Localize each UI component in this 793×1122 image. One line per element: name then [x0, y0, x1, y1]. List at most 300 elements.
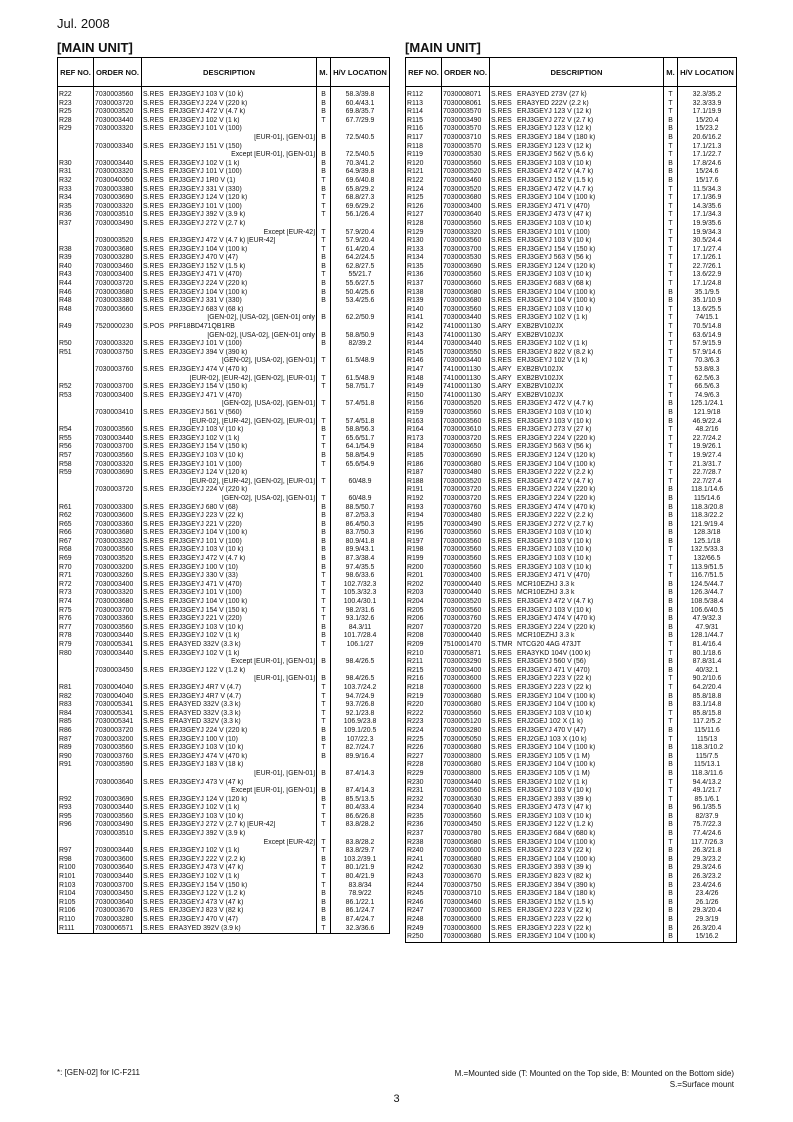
part-description: ERJ3GEYJ 103 V (10 k): [517, 305, 592, 313]
table-row: [406, 684, 737, 693]
mount-side-cell: T: [664, 246, 678, 255]
part-type: S.RES: [143, 159, 164, 167]
location-cell: 46.9/22.4: [678, 418, 737, 427]
location-cell: 23.4/24.6: [678, 882, 737, 891]
order-no-cell: [94, 787, 142, 796]
part-type: S.RES: [491, 125, 512, 133]
part-description: ERJ3GEYJ 105 V (1 M): [517, 752, 590, 760]
location-cell: 11.5/34.3: [678, 186, 737, 195]
part-description: ERJ3GEYJ 224 V (220 k): [169, 486, 248, 494]
part-description: ERJ3GEYJ 103 V (10 k): [169, 91, 244, 98]
description-cell: [490, 143, 664, 152]
ref-cell: R38: [58, 246, 94, 255]
part-type: S.RES: [143, 168, 164, 176]
part-description: ERJ3GEYJ 822 V (8.2 k): [517, 348, 594, 356]
order-no-cell: 7030003560: [442, 546, 490, 555]
table-row: [58, 323, 390, 332]
description-cell: [142, 529, 317, 538]
location-cell: 68.8/27.3: [331, 194, 390, 203]
description-cell: [142, 168, 317, 177]
table-row: [406, 237, 737, 246]
location-cell: 60/48.9: [331, 478, 390, 487]
description-cell: [142, 856, 317, 865]
part-description: ERJ3GEYJ 562 V (5.6 k): [517, 151, 594, 159]
part-description: ERJ3GEYJ 124 V (120 k): [517, 262, 596, 270]
description-cell: [490, 117, 664, 126]
location-cell: 97.4/35.5: [331, 564, 390, 573]
location-cell: [331, 143, 390, 152]
location-cell: 55/21.7: [331, 271, 390, 280]
order-no-cell: 7030003680: [442, 933, 490, 942]
part-description: ERJ3GEYJ 104 V (100 k): [517, 460, 596, 468]
mount-side-cell: T: [664, 546, 678, 555]
description-cell: [142, 710, 317, 719]
mount-side-cell: B: [317, 736, 331, 745]
location-cell: 82/39.2: [331, 340, 390, 349]
mount-side-cell: B: [664, 117, 678, 126]
order-no-cell: 7030003560: [94, 87, 142, 100]
order-no-cell: 7030003690: [94, 796, 142, 805]
location-cell: 116.7/51.5: [678, 572, 737, 581]
mount-side-cell: B: [664, 890, 678, 899]
location-cell: 87.4/14.3: [331, 787, 390, 796]
table-row: [406, 271, 737, 280]
table-row: [58, 693, 390, 702]
part-type: S.RES: [491, 99, 512, 107]
order-no-cell: 7030003320: [94, 589, 142, 598]
location-cell: 53.8/8.3: [678, 366, 737, 375]
order-no-cell: 7030003680: [442, 761, 490, 770]
order-no-cell: 7030003520: [94, 108, 142, 117]
order-no-cell: 7030003440: [442, 340, 490, 349]
part-type: S.RES: [143, 726, 164, 734]
part-type: S.RES: [491, 494, 512, 502]
table-row: [58, 289, 390, 298]
table-row: [58, 478, 390, 487]
location-cell: [331, 667, 390, 676]
mount-side-cell: B: [664, 907, 678, 916]
table-row: [58, 357, 390, 366]
mount-side-cell: B: [664, 134, 678, 143]
table-row: [406, 632, 737, 641]
ref-cell: [58, 770, 94, 779]
part-description: ERJ3GEYJ 151 V (150): [169, 142, 242, 150]
order-no-cell: 7030003340: [94, 143, 142, 152]
mount-side-cell: T: [317, 461, 331, 470]
part-description: ERJ3GEYJ 222 V (2.2 k): [517, 512, 594, 520]
ref-cell: R223: [406, 718, 442, 727]
order-no-cell: 7030005120: [442, 718, 490, 727]
part-type: S.RES: [143, 512, 164, 520]
location-cell: 107/22.3: [331, 736, 390, 745]
location-cell: 83.8/29.7: [331, 847, 390, 856]
mount-side-cell: B: [317, 529, 331, 538]
description-cell: Except [EUR-01], [GEN-01]: [142, 658, 317, 667]
location-cell: 83.8/34: [331, 882, 390, 891]
description-cell: [490, 615, 664, 624]
order-no-cell: 7030003300: [94, 504, 142, 513]
description-cell: [490, 495, 664, 504]
part-type: S.RES: [143, 426, 164, 434]
mount-side-cell: T: [317, 847, 331, 856]
ref-cell: R238: [406, 839, 442, 848]
location-cell: [331, 366, 390, 375]
part-type: S.RES: [491, 91, 512, 98]
location-cell: 58.8/56.3: [331, 426, 390, 435]
table-row: [58, 564, 390, 573]
part-type: S.RES: [491, 314, 512, 322]
ref-cell: R188: [406, 478, 442, 487]
part-type: S.RES: [143, 924, 164, 932]
part-description: ERJ3GEYJ 224 V (220 k): [169, 99, 248, 107]
order-no-cell: 7030003510: [94, 211, 142, 220]
part-type: S.RES: [143, 898, 164, 906]
mount-side-cell: [317, 366, 331, 375]
location-cell: 61.5/48.9: [331, 357, 390, 366]
order-no-cell: 7030003480: [442, 469, 490, 478]
location-cell: 117.2/5.2: [678, 718, 737, 727]
mount-side-cell: T: [664, 211, 678, 220]
part-description: ERJ3GEYJ 473 V (47 k): [169, 898, 244, 906]
part-type: S.RES: [491, 778, 512, 786]
location-cell: 17.1/22.7: [678, 151, 737, 160]
ref-cell: R80: [58, 650, 94, 659]
mount-side-cell: T: [664, 332, 678, 341]
location-cell: 85.8/18.8: [678, 693, 737, 702]
description-cell: [142, 349, 317, 358]
location-cell: 90.2/10.6: [678, 675, 737, 684]
order-no-cell: [94, 314, 142, 323]
part-type: S.RES: [143, 348, 164, 356]
order-no-cell: 7030003680: [442, 701, 490, 710]
order-no-cell: 7030003610: [442, 426, 490, 435]
part-description: ERJ3GEYJ 473 V (47 k): [169, 778, 244, 786]
order-no-cell: 7030003520: [94, 237, 142, 246]
order-no-cell: 7030003450: [442, 821, 490, 830]
order-no-cell: 7030003560: [442, 564, 490, 573]
location-cell: 106.6/40.5: [678, 607, 737, 616]
mount-side-cell: B: [317, 452, 331, 461]
description-cell: [490, 280, 664, 289]
location-cell: 132.5/33.3: [678, 546, 737, 555]
part-type: S.RES: [491, 752, 512, 760]
ref-cell: R78: [58, 632, 94, 641]
table-row: [58, 271, 390, 280]
order-no-cell: 7030006571: [94, 925, 142, 934]
order-no-cell: 7030003800: [442, 753, 490, 762]
description-cell: [490, 504, 664, 513]
location-cell: 102.7/32.3: [331, 581, 390, 590]
ref-cell: R51: [58, 349, 94, 358]
description-cell: [142, 521, 317, 530]
part-description: ERJ3GEYJ 472 V (4.7 k): [517, 168, 594, 176]
table-row: [58, 87, 390, 100]
location-cell: 85.8/15.8: [678, 710, 737, 719]
ref-cell: R68: [58, 546, 94, 555]
mount-side-cell: T: [664, 306, 678, 315]
order-no-cell: 7030003780: [442, 830, 490, 839]
part-description: ERJ3GEYJ 684 V (680 k): [517, 830, 596, 838]
part-type: S.RES: [143, 572, 164, 580]
location-cell: 61.5/48.9: [331, 375, 390, 384]
part-description: ERJ3GEYJ 393 V (39 k): [517, 864, 592, 872]
part-description: ERJ3GEYJ 102 V (1 k): [169, 434, 240, 442]
order-no-cell: 7030003200: [94, 736, 142, 745]
table-row: [58, 100, 390, 109]
location-cell: 77.4/24.6: [678, 830, 737, 839]
mount-side-cell: B: [664, 658, 678, 667]
ref-cell: R73: [58, 589, 94, 598]
mount-side-cell: T: [317, 718, 331, 727]
location-cell: 64.2/24.5: [331, 254, 390, 263]
order-no-cell: 7030003440: [442, 314, 490, 323]
part-description: ERJ3GEYJ 223 V (22 k): [517, 675, 592, 683]
table-row: [58, 383, 390, 392]
location-cell: 58.8/54.9: [331, 452, 390, 461]
location-cell: 72.5/40.5: [331, 151, 390, 160]
description-cell: [142, 340, 317, 349]
ref-cell: R229: [406, 770, 442, 779]
part-description: ERA3YED 392V (3.9 k): [169, 924, 241, 932]
mount-side-cell: T: [317, 581, 331, 590]
ref-cell: R74: [58, 598, 94, 607]
order-no-cell: 7030003560: [442, 538, 490, 547]
location-cell: 74.9/6.3: [678, 392, 737, 401]
location-cell: 98.4/26.5: [331, 658, 390, 667]
description-cell: [490, 899, 664, 908]
table-row: [58, 856, 390, 865]
table-row: [58, 753, 390, 762]
order-no-cell: 7030003460: [94, 263, 142, 272]
table-row: [406, 314, 737, 323]
table-row: [58, 229, 390, 238]
part-description: ERJ3GEYJ 184 V (180 k): [517, 890, 596, 898]
mount-side-cell: T: [664, 383, 678, 392]
ref-cell: [58, 375, 94, 384]
order-no-cell: 7030003440: [94, 804, 142, 813]
ref-cell: R28: [58, 117, 94, 126]
ref-cell: [58, 495, 94, 504]
table-row: [406, 229, 737, 238]
location-cell: 86.1/22.1: [331, 899, 390, 908]
table-row: [58, 873, 390, 882]
ref-cell: R37: [58, 220, 94, 229]
ref-cell: R40: [58, 263, 94, 272]
mount-side-cell: T: [317, 589, 331, 598]
part-description: ERJ3GEYJ 273 V (27 k): [517, 426, 592, 434]
part-type: S.RES: [143, 262, 164, 270]
part-type: S.RES: [143, 99, 164, 107]
table-row: [58, 899, 390, 908]
description-cell: [142, 280, 317, 289]
ref-cell: R206: [406, 615, 442, 624]
mount-side-cell: B: [317, 108, 331, 117]
part-type: S.RES: [143, 340, 164, 348]
order-no-cell: 7030003560: [442, 409, 490, 418]
mount-side-cell: B: [664, 160, 678, 169]
part-description: ERJ3GEYJ 184 V (180 k): [517, 133, 596, 141]
part-type: S.RES: [143, 142, 164, 150]
part-description: ERA3YED 332V (3.3 k): [169, 709, 241, 717]
order-no-cell: 7030003560: [442, 813, 490, 822]
order-no-cell: 7030003560: [442, 607, 490, 616]
location-cell: 15/16.2: [678, 933, 737, 942]
location-cell: 22.7/27.4: [678, 478, 737, 487]
order-no-cell: 7030003560: [442, 555, 490, 564]
order-no-cell: 7030003320: [442, 229, 490, 238]
location-cell: 87.3/38.4: [331, 555, 390, 564]
table-row: [406, 529, 737, 538]
table-row: [58, 168, 390, 177]
table-row: [406, 366, 737, 375]
ref-cell: R205: [406, 607, 442, 616]
table-row: [58, 143, 390, 152]
part-description: ERJ3GEYJ 272 V (2.7 k): [169, 219, 246, 227]
part-description: ERJ3GEYJ 223 V (22 k): [517, 924, 592, 932]
table-row: [406, 796, 737, 805]
location-cell: 93.1/32.6: [331, 615, 390, 624]
part-description: ERJ3GEYJ 471 V (470): [517, 666, 590, 674]
ref-cell: R36: [58, 211, 94, 220]
col-header-ref: REF NO.: [406, 58, 442, 87]
mount-side-cell: B: [664, 495, 678, 504]
ref-cell: R32: [58, 177, 94, 186]
description-cell: [490, 555, 664, 564]
location-cell: 62.5/6.3: [678, 375, 737, 384]
part-type: S.RES: [143, 408, 164, 416]
mount-side-cell: B: [664, 125, 678, 134]
part-description: ERJ3GEYJ 152 V (1.5 k): [517, 898, 594, 906]
description-cell: [490, 572, 664, 581]
location-cell: 17.1/27.4: [678, 246, 737, 255]
description-cell: [142, 461, 317, 470]
part-type: S.RES: [143, 701, 164, 709]
location-cell: 58.7/51.7: [331, 383, 390, 392]
table-row: [58, 160, 390, 169]
part-description: ERA3YED 332V (3.3 k): [169, 718, 241, 726]
mount-side-cell: T: [317, 701, 331, 710]
description-cell: [142, 907, 317, 916]
part-type: S.RES: [491, 838, 512, 846]
ref-cell: R143: [406, 332, 442, 341]
order-no-cell: 7030003280: [94, 916, 142, 925]
mount-side-cell: B: [664, 607, 678, 616]
location-cell: 98.6/33.6: [331, 572, 390, 581]
ref-cell: R173: [406, 435, 442, 444]
ref-cell: R245: [406, 890, 442, 899]
description-cell: [490, 134, 664, 143]
location-cell: 92.1/23.8: [331, 710, 390, 719]
ref-cell: R82: [58, 693, 94, 702]
description-cell: Except [EUR-01], [GEN-01]: [142, 787, 317, 796]
order-no-cell: 7030003320: [94, 461, 142, 470]
part-description: ERJ3GEYJ 560 V (56): [517, 658, 586, 666]
table-row: [58, 443, 390, 452]
description-cell: [GEN-02], [USA-02], [GEN-01]: [142, 400, 317, 409]
order-no-cell: 7030003380: [94, 186, 142, 195]
location-cell: [331, 486, 390, 495]
location-cell: 86.6/26.8: [331, 813, 390, 822]
part-type: S.RES: [491, 649, 512, 657]
ref-cell: R39: [58, 254, 94, 263]
mount-side-cell: T: [317, 864, 331, 873]
right-section-title: [MAIN UNIT]: [405, 40, 481, 55]
mount-side-cell: T: [664, 340, 678, 349]
part-type: S.RES: [491, 623, 512, 631]
part-type: S.RES: [491, 598, 512, 606]
part-description: ERJ3GEYJ 154 V (150 k): [169, 881, 248, 889]
mount-side-cell: T: [664, 710, 678, 719]
table-row: [406, 761, 737, 770]
ref-cell: [58, 830, 94, 839]
ref-cell: R186: [406, 461, 442, 470]
table-row: [406, 504, 737, 513]
description-cell: [490, 486, 664, 495]
ref-cell: R242: [406, 864, 442, 873]
ref-cell: [58, 658, 94, 667]
ref-cell: R227: [406, 753, 442, 762]
description-cell: [142, 504, 317, 513]
ref-cell: R48: [58, 297, 94, 306]
order-no-cell: 7410001130: [442, 323, 490, 332]
part-description: ERJ3GEYJ 223 V (22 k): [517, 847, 592, 855]
part-description: ERA3YED 222V (2.2 k): [517, 99, 589, 107]
location-cell: 83.1/14.8: [678, 701, 737, 710]
description-cell: [490, 598, 664, 607]
table-row: [58, 847, 390, 856]
ref-cell: [58, 134, 94, 143]
table-row: [406, 495, 737, 504]
order-no-cell: 7030003440: [94, 435, 142, 444]
ref-cell: R125: [406, 194, 442, 203]
mount-side-cell: B: [664, 882, 678, 891]
mount-side-cell: T: [664, 280, 678, 289]
part-description: ERJ3GEYJ 563 V (56 k): [517, 254, 592, 262]
ref-cell: R129: [406, 229, 442, 238]
table-row: [58, 151, 390, 160]
order-no-cell: 7030003680: [94, 529, 142, 538]
location-cell: [331, 349, 390, 358]
part-type: S.RES: [143, 830, 164, 838]
part-type: S.RES: [491, 348, 512, 356]
part-description: ERJ3GEYJ 223 V (22 k): [169, 512, 244, 520]
part-description: ERJ3GEYJ 472 V (4.7 k): [517, 477, 594, 485]
part-description: ERJ3GEYJ 683 V (68 k): [517, 280, 592, 288]
part-type: S.RES: [143, 916, 164, 923]
part-description: ERJ3GEYJ 122 V (1.2 k): [517, 821, 594, 829]
mount-side-cell: T: [317, 693, 331, 702]
order-no-cell: 7030003690: [94, 469, 142, 478]
table-row: [406, 821, 737, 830]
mount-side-cell: B: [317, 890, 331, 899]
location-cell: 67.7/29.9: [331, 117, 390, 126]
description-cell: [490, 220, 664, 229]
table-row: [406, 211, 737, 220]
ref-cell: R241: [406, 856, 442, 865]
description-cell: [142, 598, 317, 607]
description-cell: [GEN-02], [USA-02], [GEN-01]: [142, 495, 317, 504]
part-type: S.RES: [491, 280, 512, 288]
part-type: S.RES: [491, 580, 512, 588]
description-cell: [490, 882, 664, 891]
mount-side-cell: T: [664, 271, 678, 280]
location-cell: 22.7/28.7: [678, 469, 737, 478]
part-type: S.RES: [491, 529, 512, 537]
location-cell: 32.3/36.6: [331, 925, 390, 934]
description-cell: [490, 289, 664, 298]
description-cell: [142, 821, 317, 830]
description-cell: [142, 254, 317, 263]
